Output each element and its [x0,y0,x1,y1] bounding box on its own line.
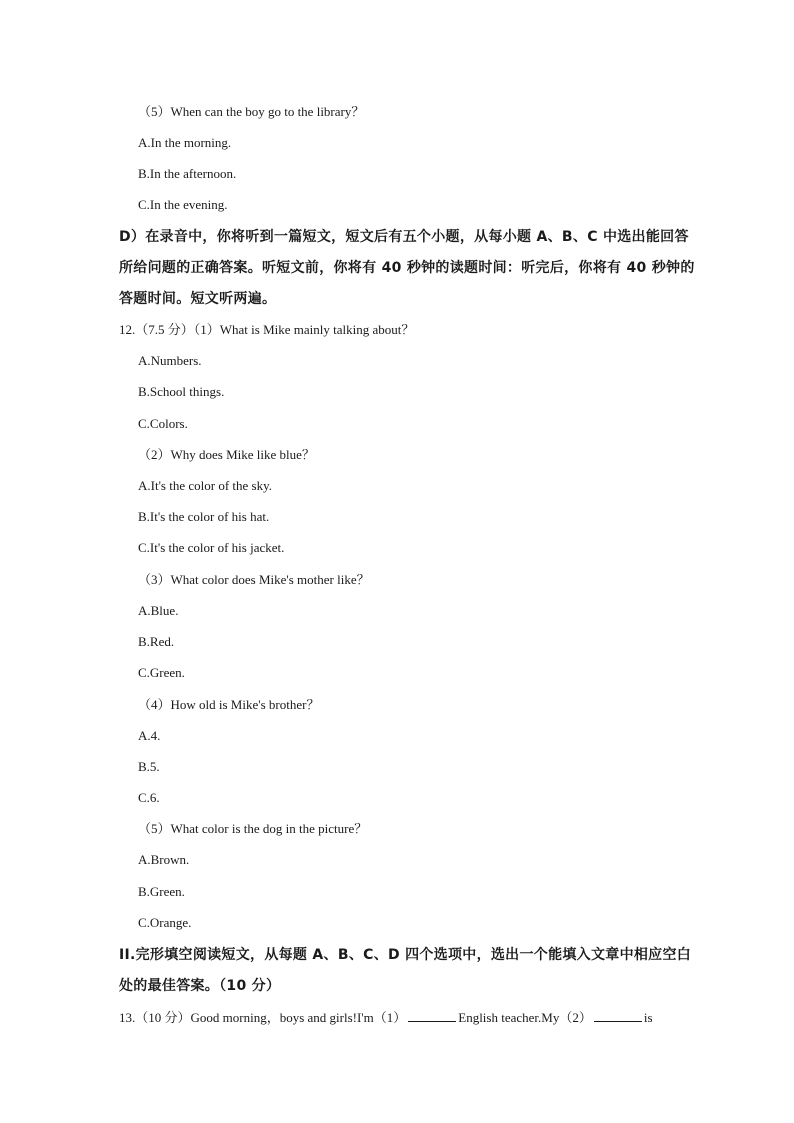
option-c: C.6. [138,790,160,805]
option-a: A.In the morning. [138,135,232,150]
question-12-2: （2）Why does Mike like blue？ [138,447,315,462]
option-c: C.Colors. [138,416,188,431]
blank-1 [408,1009,456,1022]
question-12-5: （5）What color is the dog in the picture？ [138,821,368,836]
question-5-library: （5）When can the boy go to the library？ [138,104,365,119]
section-d-instructions-line-3: 答题时间。短文听两遍。 [119,291,277,307]
section-ii-instructions-line-1: II.完形填空阅读短文，从每题 A、B、C、D 四个选项中，选出一个能填入文章中相应空白 [119,947,692,963]
option-b: B.Red. [138,634,175,649]
blank-2 [594,1009,642,1022]
option-c: C.In the evening. [138,197,228,212]
option-a: A.Blue. [138,603,179,618]
question-12-intro: 12.（7.5 分）（1）What is Mike mainly talking about？ [119,322,415,337]
option-b: B.Green. [138,884,185,899]
option-b: B.It's the color of his hat. [138,509,270,524]
option-a: A.It's the color of the sky. [138,478,272,493]
option-a: A.Numbers. [138,353,202,368]
option-b: B.5. [138,759,160,774]
section-d-instructions-line-1: D）在录音中，你将听到一篇短文，短文后有五个小题，从每小题 A、B、C 中选出能回答 [119,229,689,245]
question-13-part-1: 13.（10 分）Good morning，boys and girls!I'm（1） [119,1010,407,1025]
option-a: A.4. [138,728,161,743]
option-a: A.Brown. [138,852,190,867]
option-c: C.It's the color of his jacket. [138,540,285,555]
option-b: B.School things. [138,384,225,399]
question-13-part-2: English teacher.My（2） [458,1010,592,1025]
question-12-3: （3）What color does Mike's mother like？ [138,572,370,587]
section-d-instructions-line-2: 所给问题的正确答案。听短文前，你将有 40 秒钟的读题时间：听完后，你将有 40 秒钟的 [119,260,695,276]
question-13-text [119,1008,653,1028]
option-c: C.Green. [138,665,185,680]
option-b: B.In the afternoon. [138,166,237,181]
question-12-4: （4）How old is Mike's brother？ [138,697,320,712]
section-ii-instructions-line-2: 处的最佳答案。（10 分） [119,978,281,994]
question-13-part-3: is [643,1010,653,1025]
option-c: C.Orange. [138,915,192,930]
